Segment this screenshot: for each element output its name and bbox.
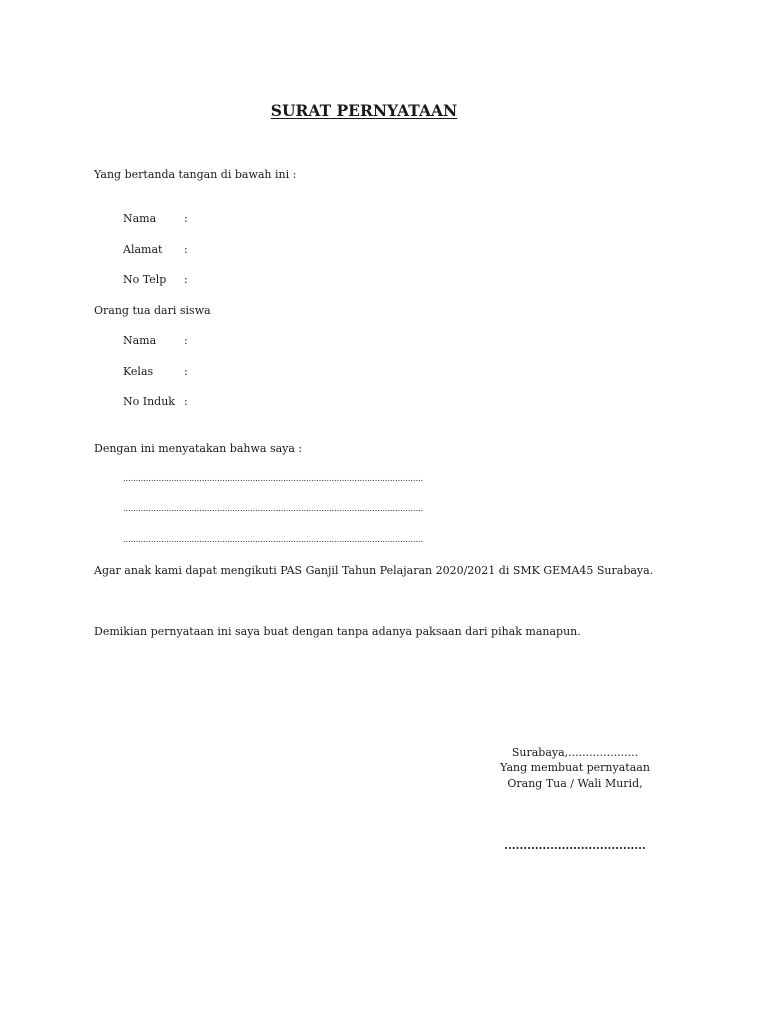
- student-field-nama: [123, 334, 243, 348]
- field-separator: :: [184, 365, 188, 378]
- student-field-kelas: [123, 365, 243, 379]
- field-label: No Telp: [123, 273, 167, 286]
- parent-field-alamat: [123, 243, 243, 257]
- purpose-paragraph: Agar anak kami dapat mengikuti PAS Ganjil Tahun Pelajaran 2020/2021 di SMK GEMA45 Surabaya.: [94, 564, 654, 577]
- signature-signer: Orang Tua / Wali Murid,: [507, 777, 643, 790]
- field-separator: :: [184, 395, 188, 408]
- intro-text: Yang bertanda tangan di bawah ini :: [94, 168, 297, 181]
- field-label: Nama: [123, 212, 157, 225]
- field-separator: :: [184, 243, 188, 256]
- statement-blank-line: ......................................................................................................................: [123, 535, 424, 544]
- field-label: Nama: [123, 334, 157, 347]
- field-label: Alamat: [123, 243, 163, 256]
- signature-line: .....................................: [504, 839, 646, 852]
- closing-paragraph: Demikian pernyataan ini saya buat dengan tanpa adanya paksaan dari pihak manapun.: [94, 625, 581, 638]
- field-separator: :: [184, 212, 188, 225]
- page-title: SURAT PERNYATAAN: [270, 101, 458, 120]
- statement-blank-line: ......................................................................................................................: [123, 474, 424, 483]
- parent-field-nama: [123, 212, 243, 226]
- signature-place-date: Surabaya,....................: [511, 746, 639, 759]
- parent-field-no-telp: [123, 273, 243, 287]
- field-separator: :: [184, 273, 188, 286]
- student-field-no-induk: [123, 395, 243, 409]
- student-heading: Orang tua dari siswa: [94, 304, 211, 317]
- field-separator: :: [184, 334, 188, 347]
- statement-blank-line: ......................................................................................................................: [123, 504, 424, 513]
- field-label: No Induk: [123, 395, 175, 408]
- signature-role-line: Yang membuat pernyataan: [500, 761, 650, 774]
- statement-heading: Dengan ini menyatakan bahwa saya :: [94, 442, 303, 455]
- field-label: Kelas: [123, 365, 154, 378]
